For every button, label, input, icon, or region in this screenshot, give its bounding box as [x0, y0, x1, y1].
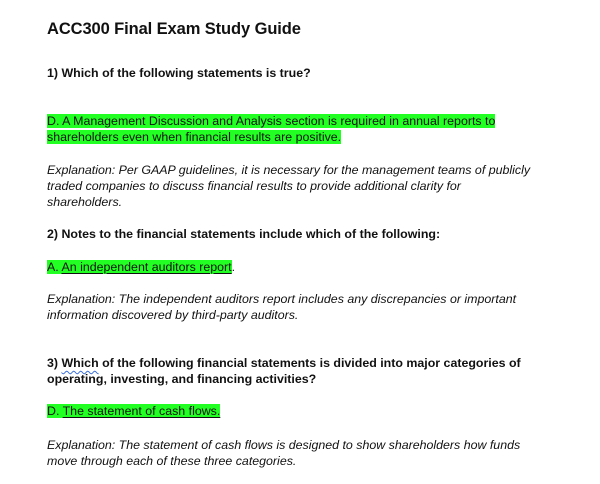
answer-1-highlight-2: shareholders even when financial results are positive.: [47, 130, 342, 144]
explanation-2-line-1: Explanation: The independent auditors report includes any discrepancies or important: [47, 292, 517, 306]
explanation-1-line-1: Explanation: Per GAAP guidelines, it is necessary for the management teams of publicly: [47, 163, 531, 177]
answer-2: [47, 259, 235, 275]
question-3-prefix: 3): [47, 356, 62, 370]
explanation-3-line-2: move through each of these three categories.: [47, 454, 297, 468]
answer-3-highlight: [47, 404, 220, 418]
answer-1-line-2: [47, 129, 341, 145]
question-1: 1) Which of the following statements is true?: [47, 66, 311, 80]
answer-1-highlight-1: D. A Management Discussion and Analysis section is required in annual reports to: [47, 114, 496, 128]
question-3-rest: of the following financial statements is divided into major categories of: [98, 356, 521, 370]
answer-2-text: An independent auditors report: [61, 260, 232, 274]
explanation-1-line-3: shareholders.: [47, 195, 123, 209]
explanation-3-line-1: Explanation: The statement of cash flows is designed to show shareholders how funds: [47, 438, 521, 452]
question-3-line-2: operating, investing, and financing activities?: [47, 372, 317, 386]
question-2: 2) Notes to the financial statements include which of the following:: [47, 227, 441, 241]
answer-3-text: The statement of cash flows.: [62, 404, 221, 418]
explanation-1-line-2: traded companies to discuss financial results to provide additional clarity for: [47, 179, 461, 193]
answer-1-line-1: [47, 113, 495, 129]
answer-3-prefix: D.: [47, 404, 63, 418]
question-3-line-1: [47, 355, 521, 371]
document-title: ACC300 Final Exam Study Guide: [47, 20, 301, 38]
answer-2-prefix: A.: [47, 260, 62, 274]
answer-3: [47, 403, 220, 419]
explanation-2-line-2: information discovered by third-party auditors.: [47, 308, 299, 322]
answer-2-highlight: [47, 260, 232, 274]
answer-2-suffix: .: [231, 260, 236, 274]
question-3-spellcheck-word: Which: [61, 356, 99, 370]
